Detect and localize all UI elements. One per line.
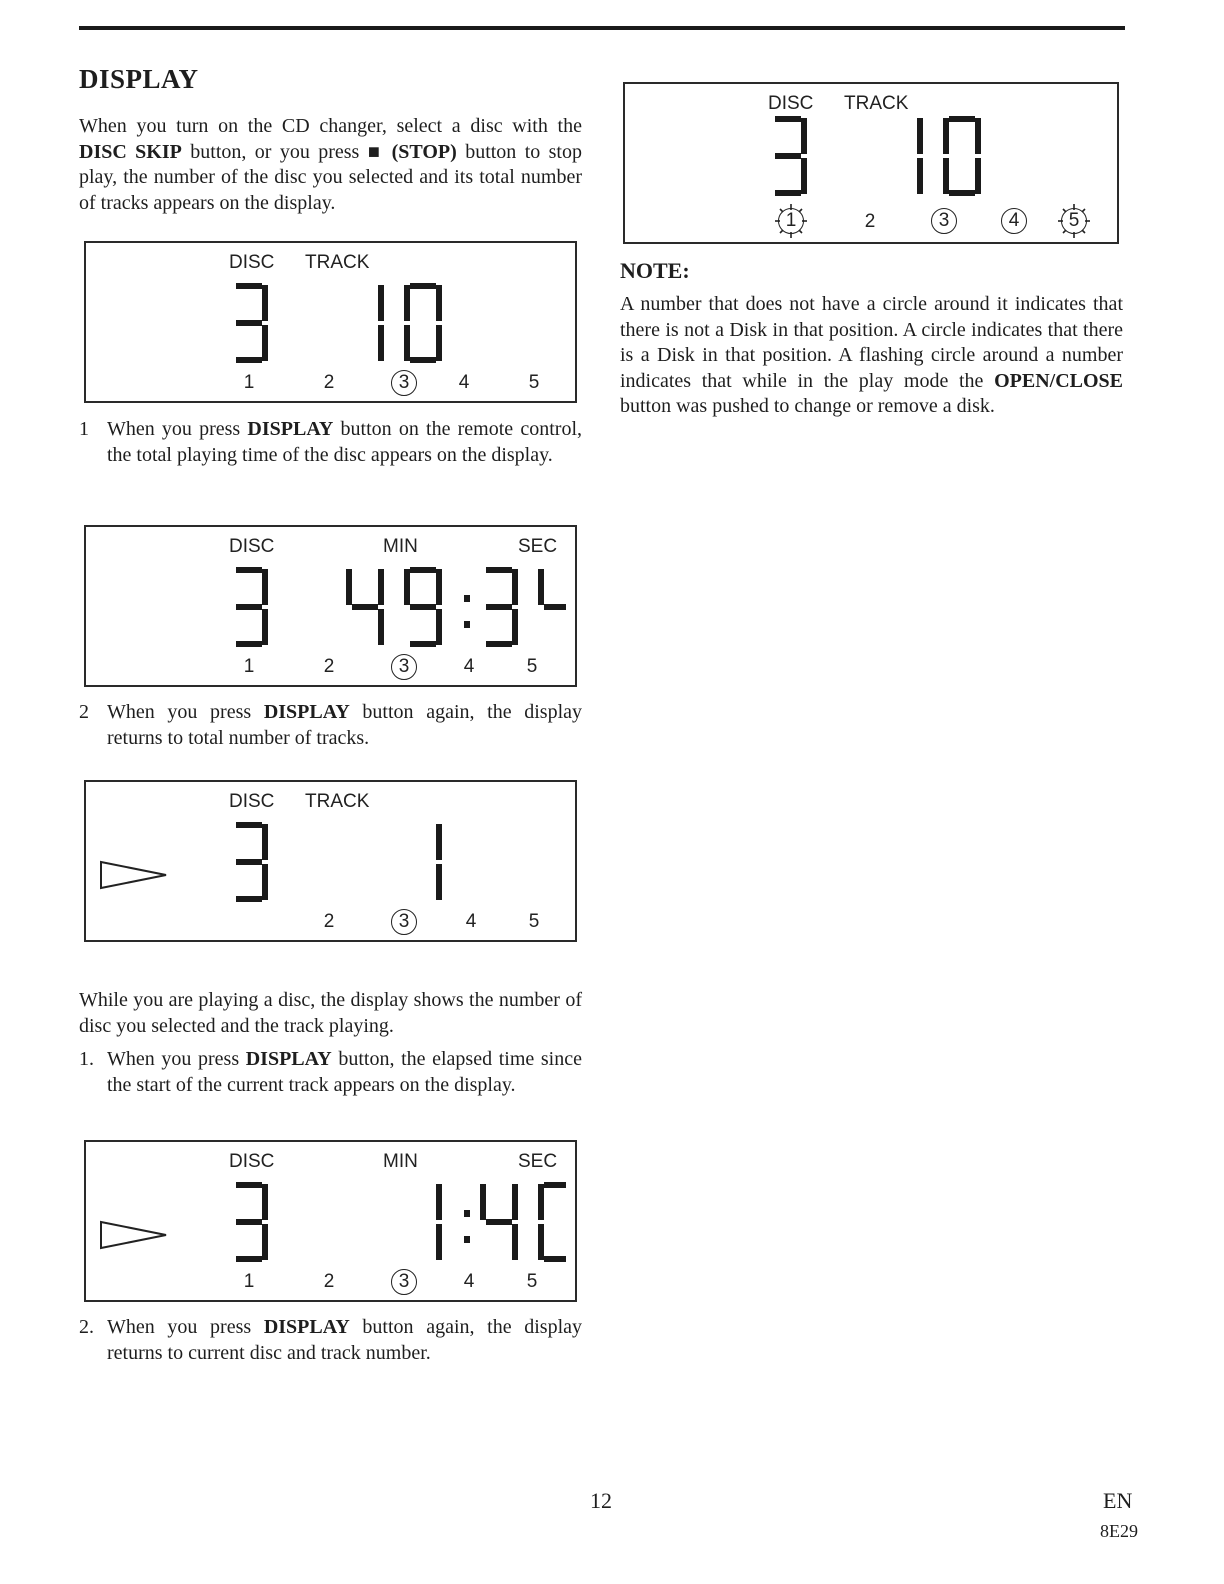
- step-1: [79, 417, 582, 497]
- disc-number-circled: 3: [931, 208, 957, 234]
- segment-g: [236, 604, 262, 610]
- segment-c: [262, 1224, 268, 1260]
- segment-d: [949, 190, 975, 196]
- segment-d: [486, 641, 512, 647]
- disc-number: 5: [526, 1271, 538, 1292]
- step-text: When you press DISPLAY button again, the display returns to current disc and track number.: [107, 1316, 583, 1364]
- segment-b: [262, 1184, 268, 1220]
- segment-e: [943, 158, 949, 194]
- seven-segment-readout: [765, 114, 1005, 206]
- segment-c: [436, 609, 442, 645]
- segment-a: [775, 116, 801, 122]
- segment-c: [512, 609, 518, 645]
- segment-c: [801, 158, 807, 194]
- segment-a: [410, 283, 436, 289]
- segment-g: [410, 604, 436, 610]
- segment-g: [544, 604, 566, 610]
- colon-dot: [464, 1236, 470, 1243]
- segment-b: [262, 569, 268, 605]
- disc-number: 2: [323, 911, 335, 932]
- panel-label-disc: DISC: [768, 93, 814, 114]
- step-2: [79, 700, 582, 755]
- segment-f: [538, 1184, 544, 1220]
- segment-b: [801, 118, 807, 154]
- disc-number-flashing: 1: [778, 208, 804, 234]
- segment-a: [544, 1182, 566, 1188]
- page-number: 12: [590, 1488, 612, 1513]
- seven-segment-readout: [226, 281, 466, 373]
- segment-f: [538, 569, 544, 605]
- step-text: When you press DISPLAY button, the elapsed time since the start of the current track appears on the display.: [107, 1048, 582, 1096]
- segment-g: [775, 153, 801, 159]
- disc-number: 1: [243, 656, 255, 677]
- segment-d: [775, 190, 801, 196]
- disc-number-circled: 3: [391, 370, 417, 396]
- panel-label-sec: SEC: [518, 536, 558, 557]
- disc-number: 4: [458, 372, 470, 393]
- segment-b: [917, 118, 923, 154]
- colon-dot: [464, 621, 470, 628]
- segment-a: [410, 567, 436, 573]
- step-number: 2.: [79, 1316, 94, 1338]
- segment-d: [236, 641, 262, 647]
- step-number: 1.: [79, 1048, 94, 1070]
- disc-number: 4: [463, 656, 475, 677]
- segment-g: [236, 1219, 262, 1225]
- seven-segment-readout: [226, 1180, 566, 1272]
- segment-d: [410, 641, 436, 647]
- segment-a: [486, 567, 512, 573]
- segment-e: [404, 325, 410, 361]
- header-rule: [79, 26, 1125, 30]
- seven-segment-readout: [226, 820, 466, 912]
- segment-c: [378, 325, 384, 361]
- segment-b: [262, 285, 268, 321]
- segment-b: [512, 569, 518, 605]
- segment-d: [236, 357, 262, 363]
- segment-c: [262, 325, 268, 361]
- panel-label-disc: DISC: [229, 1151, 275, 1172]
- segment-c: [436, 864, 442, 900]
- intro-paragraph: When you turn on the CD changer, select a disc with the DISC SKIP button, or you press ■ (STOP) button to stop play, the number of the disc you selected and its total number of tracks appears on the display.: [79, 115, 582, 214]
- disc-number: 1: [243, 1271, 255, 1292]
- segment-b: [436, 285, 442, 321]
- segment-g: [486, 604, 512, 610]
- panel-label-track: TRACK: [844, 93, 909, 114]
- segment-g: [352, 604, 378, 610]
- segment-f: [404, 285, 410, 321]
- panel-label-disc: DISC: [229, 252, 275, 273]
- section-heading: DISPLAY: [79, 64, 199, 94]
- segment-c: [917, 158, 923, 194]
- segment-f: [480, 1184, 486, 1220]
- segment-c: [436, 325, 442, 361]
- step-text: When you press DISPLAY button again, the display returns to total number of tracks.: [107, 701, 583, 749]
- segment-c: [436, 1224, 442, 1260]
- disc-number: 2: [323, 656, 335, 677]
- segment-f: [943, 118, 949, 154]
- disc-number: 4: [463, 1271, 475, 1292]
- segment-f: [346, 569, 352, 605]
- segment-a: [236, 283, 262, 289]
- disc-number: 5: [528, 911, 540, 932]
- segment-a: [236, 1182, 262, 1188]
- panel-label-track: TRACK: [305, 252, 370, 273]
- disc-number: 2: [323, 1271, 335, 1292]
- segment-b: [512, 1184, 518, 1220]
- step-number: 2: [79, 701, 89, 723]
- play-indicator-icon: [98, 1218, 170, 1252]
- disc-number-circled: 3: [391, 909, 417, 935]
- display-panel-play-track: [84, 780, 577, 942]
- display-panel-disc-min-sec: [84, 525, 577, 687]
- step-number: 1: [79, 418, 89, 440]
- playing-paragraph: While you are playing a disc, the display shows the number of disc you selected and the track playing.: [79, 989, 582, 1037]
- segment-a: [236, 567, 262, 573]
- segment-d: [236, 1256, 262, 1262]
- display-panel-flashing: [623, 82, 1119, 244]
- segment-c: [975, 158, 981, 194]
- disc-number: 2: [323, 372, 335, 393]
- segment-g: [236, 320, 262, 326]
- segment-c: [262, 864, 268, 900]
- segment-b: [975, 118, 981, 154]
- language-code: EN: [1103, 1488, 1133, 1513]
- segment-a: [236, 822, 262, 828]
- segment-c: [378, 609, 384, 645]
- segment-d: [410, 357, 436, 363]
- segment-b: [436, 569, 442, 605]
- disc-number: 2: [864, 211, 876, 232]
- segment-b: [378, 569, 384, 605]
- segment-b: [436, 1184, 442, 1220]
- segment-d: [236, 896, 262, 902]
- step-3: [79, 1047, 582, 1127]
- note-text: A number that does not have a circle around it indicates that there is not a Disk in that position. A circle indicates that there is a Disk in that position. A flashing circle around a number indicates that while in the play mode the OPEN/CLOSE button was pushed to change or remove a disk.: [620, 293, 1123, 417]
- panel-label-disc: DISC: [229, 536, 275, 557]
- disc-number-flashing: 5: [1061, 208, 1087, 234]
- play-indicator-icon: [98, 858, 170, 892]
- disc-number: 5: [526, 656, 538, 677]
- disc-number: 4: [465, 911, 477, 932]
- segment-b: [436, 824, 442, 860]
- segment-d: [544, 1256, 566, 1262]
- segment-b: [262, 824, 268, 860]
- segment-b: [378, 285, 384, 321]
- panel-label-sec: SEC: [518, 1151, 558, 1172]
- step-text: When you press DISPLAY button on the remote control, the total playing time of the disc appears on the display.: [107, 418, 582, 466]
- disc-number: 1: [243, 372, 255, 393]
- note-heading: NOTE:: [620, 258, 690, 283]
- disc-number: 5: [528, 372, 540, 393]
- disc-number-circled: 4: [1001, 208, 1027, 234]
- panel-label-min: MIN: [383, 536, 418, 557]
- document-code: 8E29: [1100, 1521, 1138, 1541]
- step-4: [79, 1315, 582, 1370]
- panel-label-track: TRACK: [305, 791, 370, 812]
- segment-f: [404, 569, 410, 605]
- disc-number-circled: 3: [391, 1269, 417, 1295]
- segment-g: [486, 1219, 512, 1225]
- panel-label-min: MIN: [383, 1151, 418, 1172]
- segment-e: [538, 1224, 544, 1260]
- colon-dot: [464, 595, 470, 602]
- segment-c: [262, 609, 268, 645]
- colon-dot: [464, 1210, 470, 1217]
- panel-label-disc: DISC: [229, 791, 275, 812]
- disc-number-circled: 3: [391, 654, 417, 680]
- display-panel-disc-track: [84, 241, 577, 403]
- seven-segment-readout: [226, 565, 566, 657]
- display-panel-elapsed-time: [84, 1140, 577, 1302]
- segment-c: [512, 1224, 518, 1260]
- segment-a: [949, 116, 975, 122]
- segment-g: [236, 859, 262, 865]
